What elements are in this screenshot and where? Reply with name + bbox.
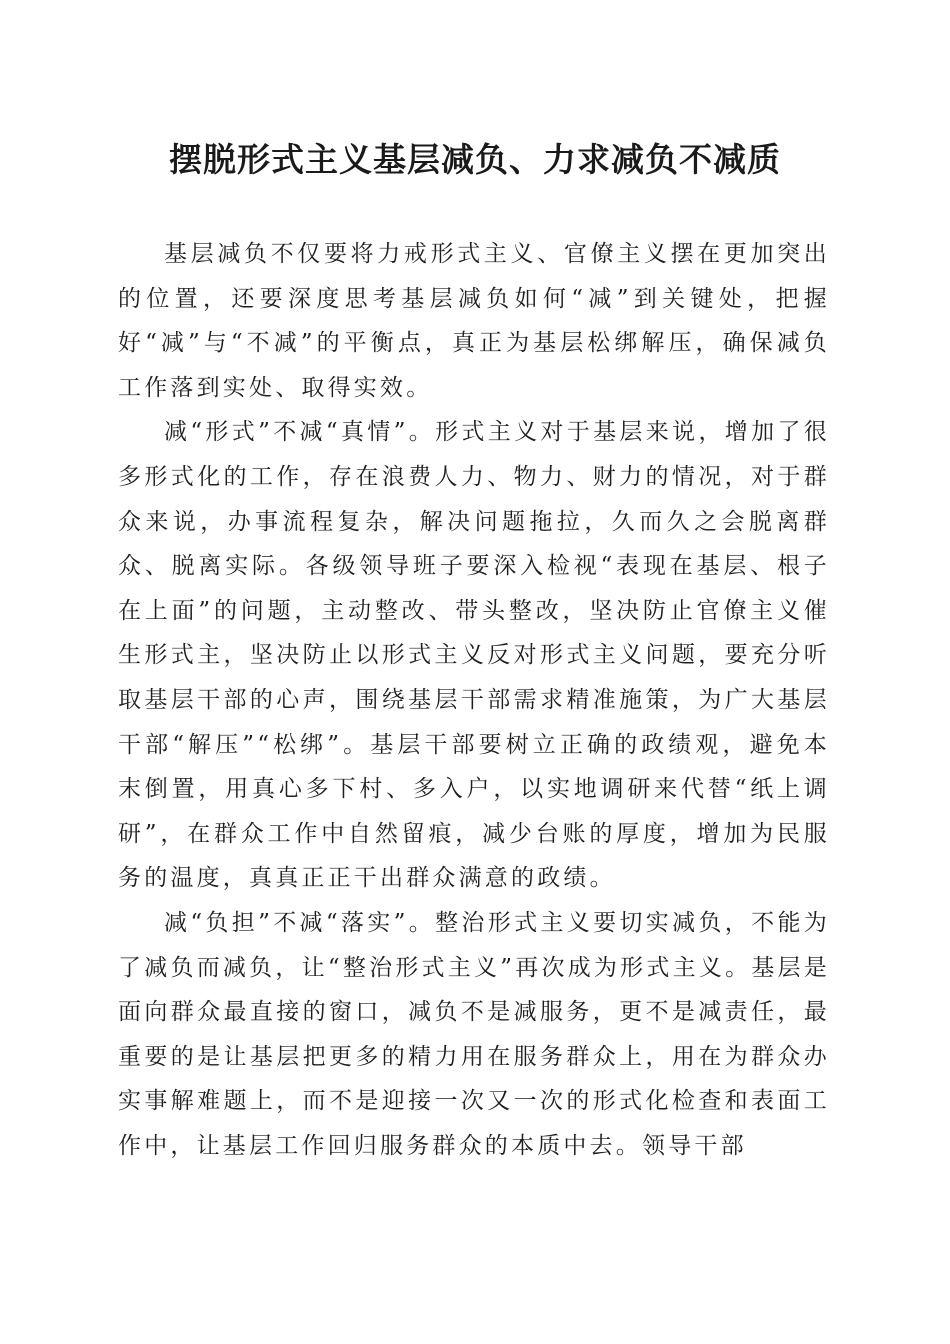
document-body xyxy=(118,232,830,1168)
paragraph-3: 减“负担”不减“落实”。整治形式主义要切实减负，不能为了减负而减负，让“整治形式主义”再次成为形式主义。基层是面向群众最直接的窗口，减负不是减服务，更不是减责任，最重要的是让基层把更多的精力用在服务群众上，用在为群众办实事解难题上，而不是迎接一次又一次的形式化检查和表面工作中，让基层工作回归服务群众的本质中去。领导干部 xyxy=(118,909,830,1159)
paragraph-1: 基层减负不仅要将力戒形式主义、官僚主义摆在更加突出的位置，还要深度思考基层减负如何“减”到关键处，把握好“减”与“不减”的平衡点，真正为基层松绑解压，确保减负工作落到实处、取得实效。 xyxy=(118,241,830,401)
document-title: 摆脱形式主义基层减负、力求减负不减质 xyxy=(169,140,781,179)
paragraph-2: 减“形式”不减“真情”。形式主义对于基层来说，增加了很多形式化的工作，存在浪费人力、物力、财力的情况，对于群众来说，办事流程复杂，解决问题拖拉，久而久之会脱离群众、脱离实际。各级领导班子要深入检视“表现在基层、根子在上面”的问题，主动整改、带头整改，坚决防止官僚主义催生形式主，坚决防止以形式主义反对形式主义问题，要充分听取基层干部的心声，围绕基层干部需求精准施策，为广大基层干部“解压”“松绑”。基层干部要树立正确的政绩观，避免本末倒置，用真心多下村、多入户，以实地调研来代替“纸上调研”，在群众工作中自然留痕，减少台账的厚度，增加为民服务的温度，真真正正干出群众满意的政绩。 xyxy=(118,419,830,892)
